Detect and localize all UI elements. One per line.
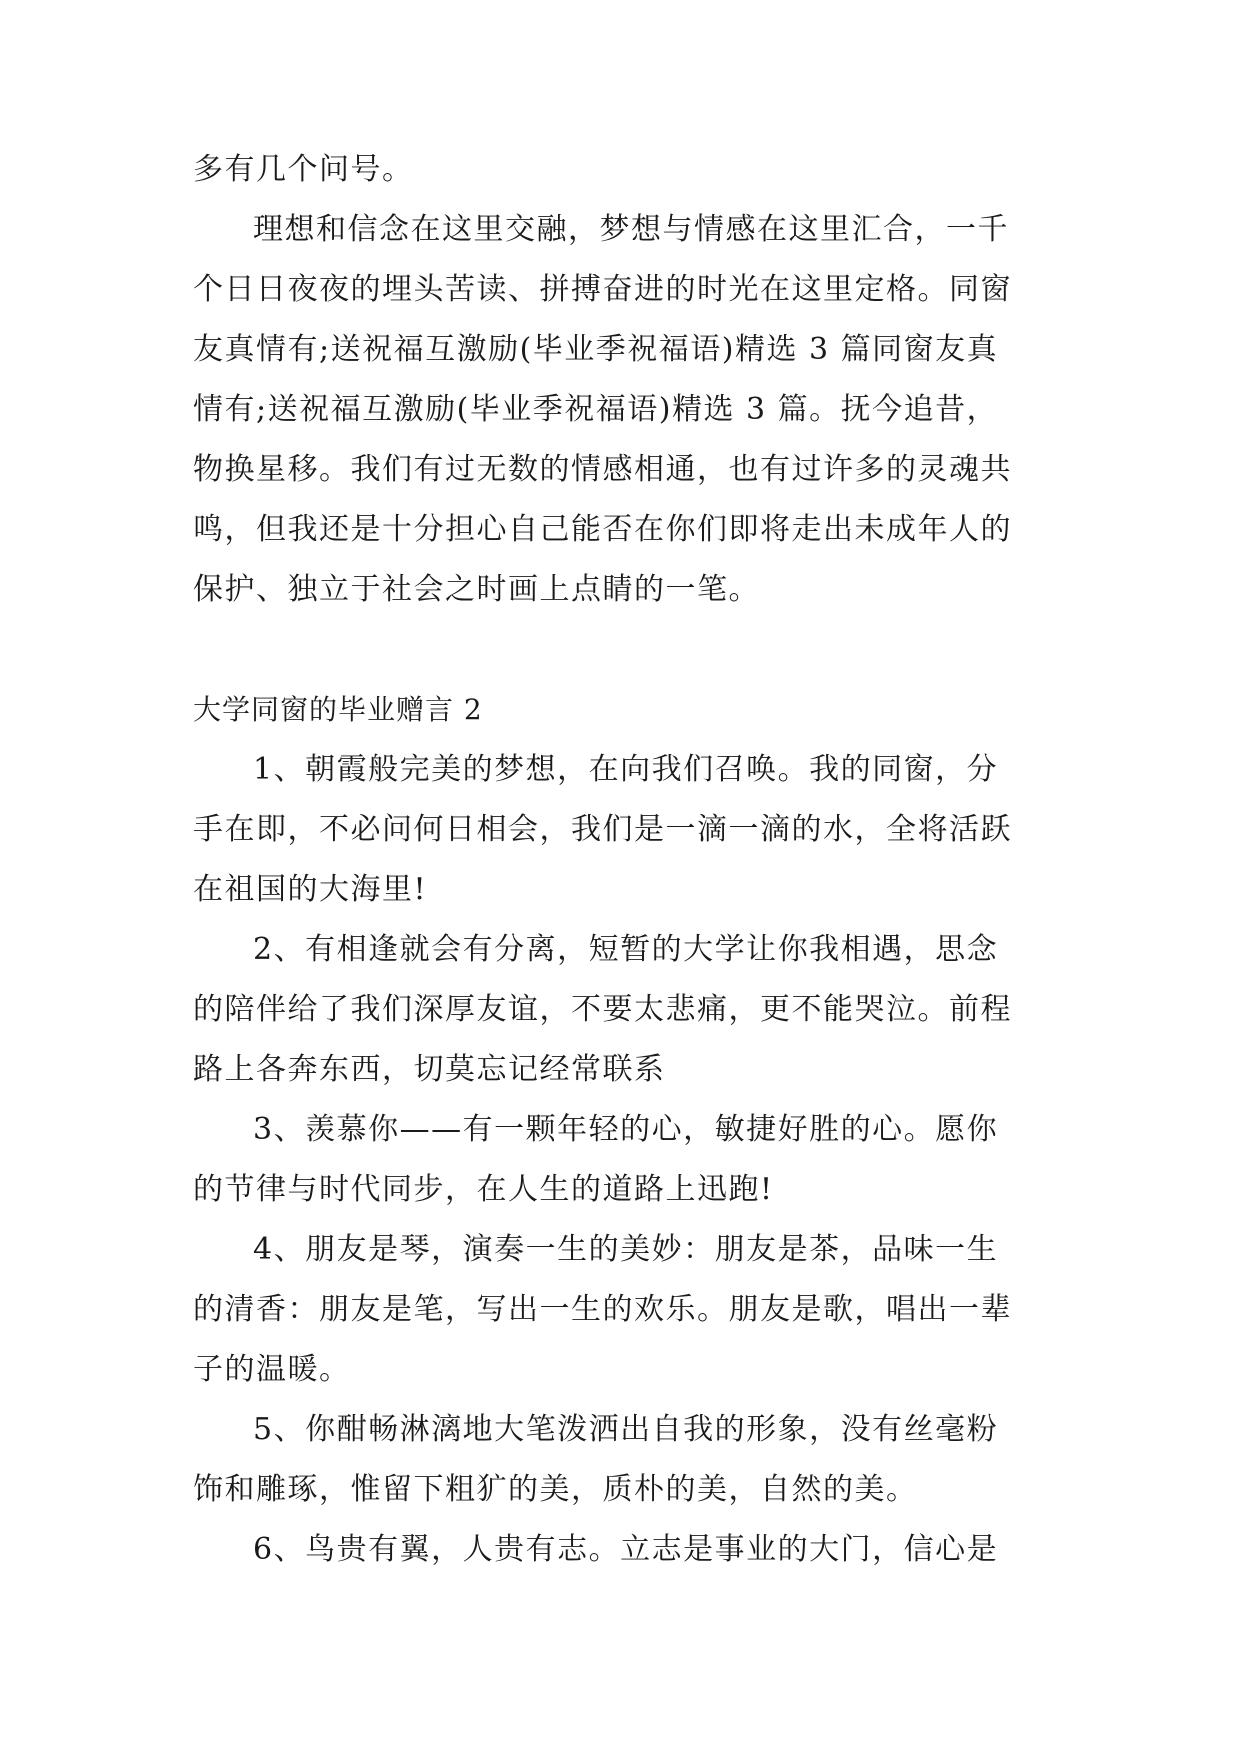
paragraph-line: 情有;送祝福互激励(毕业季祝福语)精选 3 篇。抚今追昔， — [193, 392, 999, 427]
paragraph-line: 1、朝霞般完美的梦想，在向我们召唤。我的同窗，分 — [253, 752, 999, 787]
paragraph-line: 4、朋友是琴，演奏一生的美妙：朋友是茶，品味一生 — [253, 1232, 999, 1267]
paragraph-line: 5、你酣畅淋漓地大笔泼洒出自我的形象，没有丝毫粉 — [253, 1412, 999, 1447]
paragraph-line: 理想和信念在这里交融，梦想与情感在这里汇合，一千 — [253, 212, 1009, 247]
paragraph-line: 在祖国的大海里! — [193, 872, 428, 907]
paragraph-line: 个日日夜夜的埋头苦读、拼搏奋进的时光在这里定格。同窗 — [193, 272, 1012, 307]
paragraph-line: 的清香：朋友是笔，写出一生的欢乐。朋友是歌，唱出一辈 — [193, 1292, 1012, 1327]
paragraph-line: 物换星移。我们有过无数的情感相通，也有过许多的灵魂共 — [193, 452, 1012, 487]
paragraph-line: 的陪伴给了我们深厚友谊，不要太悲痛，更不能哭泣。前程 — [193, 992, 1012, 1027]
paragraph-line: 保护、独立于社会之时画上点睛的一笔。 — [193, 572, 760, 607]
paragraph-line: 手在即，不必问何日相会，我们是一滴一滴的水，全将活跃 — [193, 812, 1012, 847]
paragraph-line: 多有几个问号。 — [193, 152, 414, 187]
paragraph-line: 子的温暖。 — [193, 1352, 351, 1387]
paragraph-line: 2、有相逢就会有分离，短暂的大学让你我相遇，思念 — [253, 932, 999, 967]
paragraph-line: 饰和雕琢，惟留下粗犷的美，质朴的美，自然的美。 — [193, 1472, 918, 1507]
paragraph-line: 6、鸟贵有翼，人贵有志。立志是事业的大门，信心是 — [253, 1532, 999, 1567]
paragraph-line: 的节律与时代同步，在人生的道路上迅跑! — [193, 1172, 774, 1207]
paragraph-line: 3、羡慕你——有一颗年轻的心，敏捷好胜的心。愿你 — [253, 1112, 999, 1147]
section-heading: 大学同窗的毕业赠言 2 — [193, 693, 483, 726]
paragraph-line: 友真情有;送祝福互激励(毕业季祝福语)精选 3 篇同窗友真 — [193, 332, 999, 367]
paragraph-line: 鸣，但我还是十分担心自己能否在你们即将走出未成年人的 — [193, 512, 1012, 547]
paragraph-line: 路上各奔东西，切莫忘记经常联系 — [193, 1052, 666, 1087]
